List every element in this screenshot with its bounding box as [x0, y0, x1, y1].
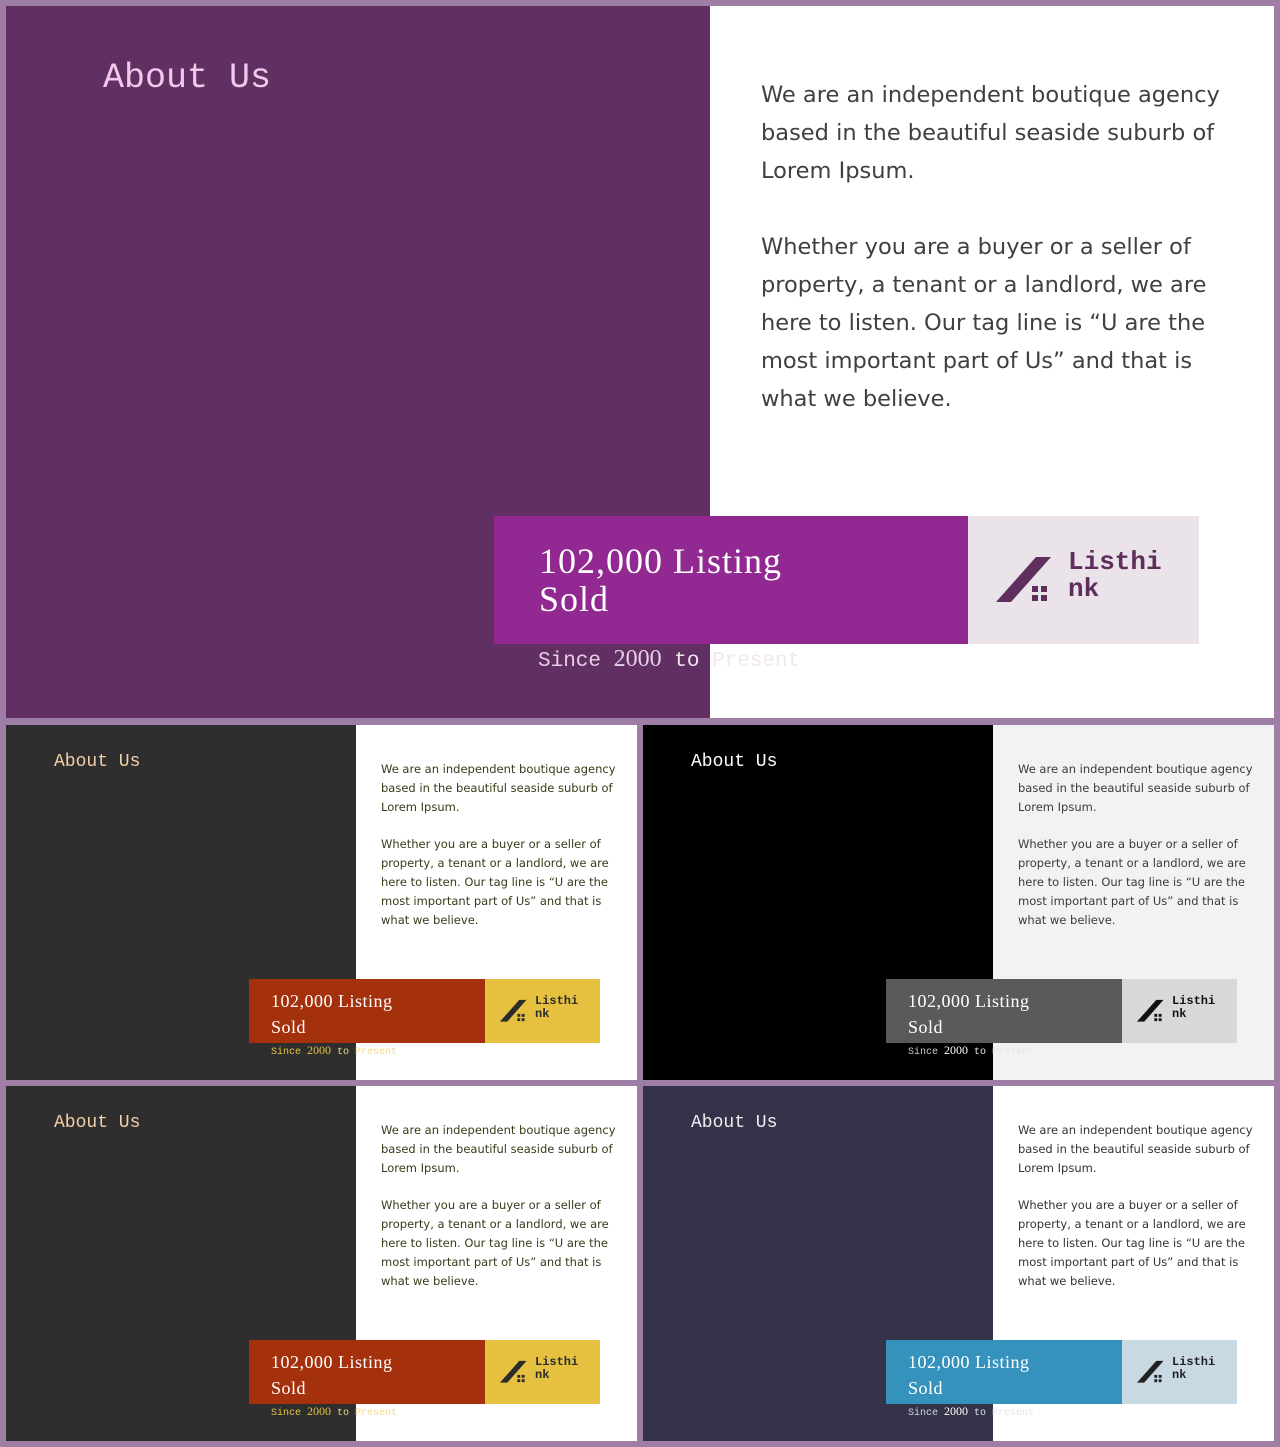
tagline-paragraph: Whether you are a buyer or a seller of property, a tenant or a landlord, we are here to listen. Our tag line is “U are the most important part of Us” and that is what we believe.	[1018, 837, 1246, 927]
since-year: 2000	[944, 1404, 969, 1418]
tagline-paragraph: Whether you are a buyer or a seller of property, a tenant or a landlord, we are here to listen. Our tag line is “U are the most important part of Us” and that is what we believe.	[381, 1198, 609, 1288]
logo-line-1: Listhi	[1172, 1355, 1216, 1369]
house-roof-icon	[499, 1360, 527, 1384]
since-caption	[538, 646, 800, 673]
logo-line-2: nk	[1068, 574, 1100, 605]
since-year: 2000	[944, 1043, 969, 1057]
logo-line-1: Listhi	[1068, 547, 1162, 577]
tagline-paragraph: Whether you are a buyer or a seller of property, a tenant or a landlord, we are here to listen. Our tag line is “U are the most important part of Us” and that is what we believe.	[381, 837, 609, 927]
stat-line-2: Sold	[271, 1378, 307, 1398]
stat-line-1: 102,000 Listing	[908, 991, 1030, 1011]
intro-paragraph: We are an independent boutique agency based in the beautiful seaside suburb of Lorem Ipsum.	[761, 82, 1220, 184]
since-caption	[908, 1043, 1034, 1058]
logo-text	[1068, 549, 1162, 604]
slide-navy-blue	[643, 1086, 1274, 1441]
slide-black-gray	[643, 725, 1274, 1080]
since-year: 2000	[613, 646, 662, 672]
house-roof-icon	[994, 556, 1052, 604]
intro-paragraph: We are an independent boutique agency based in the beautiful seaside suburb of Lorem Ipsum.	[381, 762, 616, 814]
slide-dark-rust-2	[6, 1086, 637, 1441]
since-year: 2000	[307, 1404, 332, 1418]
since-year: 2000	[307, 1043, 332, 1057]
logo-line-2: nk	[535, 1367, 550, 1382]
tagline-paragraph: Whether you are a buyer or a seller of property, a tenant or a landlord, we are here to listen. Our tag line is “U are the most important part of Us” and that is what we believe.	[761, 234, 1207, 412]
slide-purple-large	[6, 6, 1274, 718]
tagline-paragraph: Whether you are a buyer or a seller of property, a tenant or a landlord, we are here to listen. Our tag line is “U are the most important part of Us” and that is what we believe.	[1018, 1198, 1246, 1288]
since-prefix: Since	[908, 1047, 945, 1058]
since-prefix: Since	[271, 1408, 308, 1419]
stat-line-2: Sold	[271, 1017, 307, 1037]
slide-title: About Us	[54, 1113, 141, 1133]
logo-text	[535, 1356, 578, 1381]
logo-line-2: nk	[1172, 1367, 1187, 1382]
since-caption	[908, 1404, 1034, 1419]
since-prefix: Since	[271, 1047, 308, 1058]
house-roof-icon	[1136, 1360, 1164, 1384]
since-suffix: to Present	[331, 1047, 398, 1058]
slide-title: About Us	[691, 752, 778, 772]
since-prefix: Since	[908, 1408, 945, 1419]
stat-line-1: 102,000 Listing	[271, 991, 393, 1011]
logo-text	[535, 995, 578, 1020]
stat-line-2: Sold	[908, 1378, 944, 1398]
intro-paragraph: We are an independent boutique agency based in the beautiful seaside suburb of Lorem Ipsum.	[1018, 1123, 1253, 1175]
slide-title: About Us	[103, 58, 272, 98]
since-suffix: to Present	[968, 1408, 1035, 1419]
house-roof-icon	[499, 999, 527, 1023]
intro-paragraph: We are an independent boutique agency based in the beautiful seaside suburb of Lorem Ipsum.	[1018, 762, 1253, 814]
stat-line-2: Sold	[539, 579, 610, 619]
since-suffix: to Present	[661, 650, 801, 673]
since-prefix: Since	[538, 650, 614, 673]
stat-line-2: Sold	[908, 1017, 944, 1037]
logo-line-1: Listhi	[1172, 994, 1216, 1008]
logo-text	[1172, 995, 1215, 1020]
slide-title: About Us	[691, 1113, 778, 1133]
since-suffix: to Present	[968, 1047, 1035, 1058]
house-roof-icon	[1136, 999, 1164, 1023]
stat-line-1: 102,000 Listing	[271, 1352, 393, 1372]
since-caption	[271, 1043, 397, 1058]
since-caption	[271, 1404, 397, 1419]
logo-line-2: nk	[535, 1006, 550, 1021]
since-suffix: to Present	[331, 1408, 398, 1419]
slide-title: About Us	[54, 752, 141, 772]
slide-dark-rust-1	[6, 725, 637, 1080]
stat-line-1: 102,000 Listing	[908, 1352, 1030, 1372]
intro-paragraph: We are an independent boutique agency based in the beautiful seaside suburb of Lorem Ipsum.	[381, 1123, 616, 1175]
logo-line-2: nk	[1172, 1006, 1187, 1021]
logo-text	[1172, 1356, 1215, 1381]
logo-line-1: Listhi	[535, 994, 579, 1008]
stat-line-1: 102,000 Listing	[539, 541, 783, 581]
logo-line-1: Listhi	[535, 1355, 579, 1369]
